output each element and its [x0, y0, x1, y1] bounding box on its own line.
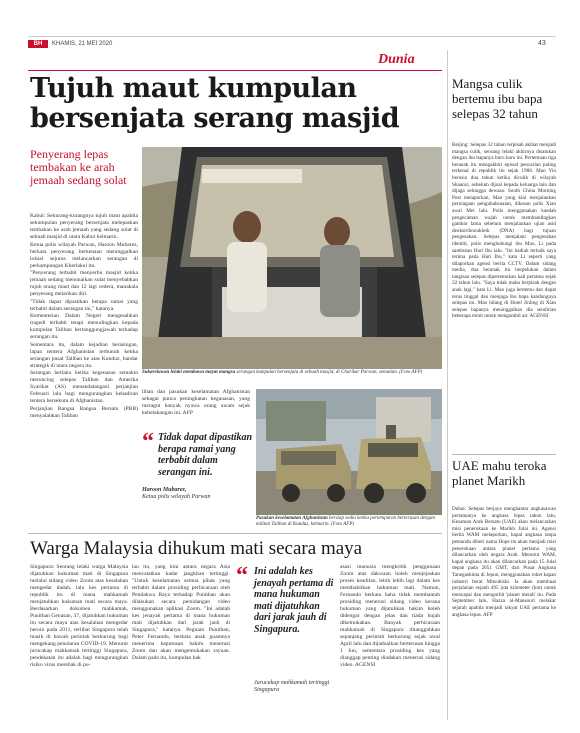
paragraph: Dubai: Selepas berjaya menghantar angkasawan pertamanya ke angkasa lepas tahun lalu, Kesatuan Arab Bersatu (UAE) akan melancarkan misi penerokaan ke Marikh Julai ini. Agensi berita WAM melaporkan, kapal angkasa tanpa pemandu diberi nama Hope itu akan menjadi misi penerokaan antara planet pertama yang dilancarkan oleh negara Arab. Menurut WAM, kapal angkasa itu akan dilancarkan pada 15 Julai depan pada 2051 GMT, dari Pusat Angkasa Tanegashima di Jepun, menggunakan roket kapan industri berat Mitsubishi. Ia akan membuat perjalanan sejauh 495 juta kilometer (km) untuk mencapai dan mengorbit 'planet merah' itu. Pada September lalu, Hazza al-Mansouri melakar sejarah apabila menjadi rakyat UAE pertama ke angkasa lepas. AFP — [452, 506, 556, 618]
caption-bold: Sukarelawan lelaki membawa mayat mangsa — [142, 370, 236, 375]
paragraph: Ketua polis wilayah Parwan, Haroon Mubarez, berkata penyerang berkenaan meninggalkan lokasi sejurus melancarkan serangan di perkampungan Kherlakul itu. — [30, 241, 138, 269]
main-photo — [142, 147, 442, 369]
main-photo-image — [142, 147, 442, 369]
caption-text: serangan kumpulan bersenjata di sebuah masjid, di Charikar Parwan, semalam. (Foto AFP) — [236, 370, 423, 375]
caption-text: bersiap sedia ketika pertempuran berterusan dengan militan Taliban di Kunduz, kelmarin. (Foto AFP) — [256, 516, 435, 527]
side-story-2-body — [452, 506, 556, 720]
quote-attribution — [142, 487, 250, 501]
paragraph: Perjanjian Bangsa Bangsa Bersatu (PBB) menyalahkan Taliban — [30, 405, 138, 419]
malaysia-pull-quote: Ini adalah kes jenayah pertama di mana hukuman mati dijatuhkan dari jarak jauh di Singapura. — [254, 566, 334, 635]
second-photo-image — [256, 389, 442, 515]
pull-quote: Tidak dapat dipastikan berapa ramai yang terbabit dalam serangan ini. — [158, 432, 253, 478]
main-body-col1 — [30, 213, 138, 521]
top-rule — [28, 36, 556, 37]
malaysia-headline: Warga Malaysia dihukum mati secara maya — [30, 538, 363, 559]
sidebar-divider — [447, 50, 448, 720]
side-story-2-headline: UAE mahu teroka planet Marikh — [452, 458, 547, 488]
malaysia-body-col1 — [30, 564, 128, 714]
side-story-1-headline: Mangsa culik bertemu ibu bapa selepas 32 tahun — [452, 76, 543, 121]
second-photo — [256, 389, 442, 515]
paragraph: Singapura: Seorang lelaki warga Malaysia dijatuhkan hukuman mati di Singapura melalui sidang video Zoom atas kesalahan mengedar dadah, lalu kes pertama di republik itu di mana mahkamah menjatuhkan hukuman mati secara maya. Berdasarkan dokumen mahkamah, Punithan Genasan, 37, dijatuhkan hukuman itu secara maya atas kesalahan mengedar heroin pada 2011, terlibat Singapura telah masih di bawah perintah berkurung bagi mengekang penularan COVID-19. Menurut jurucakap mahkamah tertinggi Singapura, pendekatan itu adalah bagi mengurangkan risiko virus merebak di pu- — [30, 564, 128, 668]
second-photo-caption — [256, 516, 442, 528]
paragraph: "Tidak dapat dipastikan berapa ramai yang terbabit dalam serangan ini," katanya. — [30, 298, 138, 312]
paragraph: Kementerian Dalam Negeri mengesahkan tragedi terbabit tetapi menudingkan kepada kumpulan Taliban bertanggungjawab terhadap serangan itu. — [30, 313, 138, 340]
story-divider — [28, 533, 442, 534]
issue-date: KHAMIS, 21 MEI 2020 — [52, 41, 113, 47]
paragraph: Kabul: Sekurang-kurangnya tujuh maut apabila sekumpulan penyerang bersenjata melepaskan tembakan ke arah jemaah yang sedang solat di sebuah masjid di utara Kabul kelmarin. — [30, 213, 138, 240]
paragraph: Beijing: Selepas 32 tahun terpisah akibat menjadi mangsa culik, seorang lelaki akhirnya disatukan dengan ibu bapanya buru baru ini. Pertemuan tiga beranak itu mengakhiri episod pencarian paling terkenal di republik itu sejak 1988. Mao Yin berusia dua tahun ketika diculik di wilayah Shaanxi, sebelum dijual kepada keluarga lain dan dijaga sehingga dewasa. South China Morning Post melaporkan, Mao yang kini menjalankan perniagaan pengubahsuaian, dikesan polis Xian awal Mei lalu. Polis menggunakan kaedah pengecaman wajah untuk membandingkan gambar lama sebelum menjalankan ujian asid deoksiribonukleik (DNA) bagi tujuan pengesahan. Selepas menjalani pengesahan identiti, polis menghubungi ibu Mao, Li pada sambutan Hari Ibu lalu. "Ini hadiah terbaik saya terima pada Hari Ibu," kata Li seperti yang dilaporkan agensi berita CCTV. Dalam sidang media, dua beranak itu berpelukan dalam tangisan selepas dipertemukan kali pertama sejak 32 tahun lalu. "Saya tidak mahu berpisah dengan anak lagi," kata Li. Mao juga bertemu dan dapat terus tinggal dan menjaga ibu bapa kandungnya selepas ini. Mao hilang di Hotel Jinling di Xian selepas bapanya meninggalkan dia sendirian beberapa minit untuk mengambil air. AGENSI — [452, 142, 556, 320]
sidebar-rule — [452, 454, 556, 455]
main-headline-line-1: Tujuh maut kumpulan — [30, 73, 357, 104]
main-photo-caption — [142, 370, 442, 376]
paragraph: lau itu, yang kini antara negara Asia mencatatkan kadar jangkitan tertinggi. "Untuk keselamatan semua pihak yang terbabit dalam prosiding perbicaraan oleh Pendakwa Raya terhadap Punithan akan dilakukan secara persidangan video menggunakan aplikasi Zoom. "Ini adalah kes jenayah pertama di mana hukuman mati dijatuhkan dari jarak jauh di Singapura," katanya. Peguam Punithan, Peter Fernando, berkata anak guamnya menerima keputusan hakim menerusi Zoom dan akan mengemukakan rayuan. Dalam pada itu, kumpulan hak — [132, 564, 230, 661]
malaysia-body-col4 — [340, 564, 440, 714]
malaysia-body-col2 — [132, 564, 230, 714]
quote-attribution-name: Haroon Mubarez, — [142, 487, 187, 493]
paragraph: liban dan pasukan keselamatan Afghanistan sebagai punca peningkatan keganasan, yang meragut banyak nyawa orang awam sejak kebelakangan ini. AFP — [142, 389, 250, 416]
quote-mark-icon: “ — [142, 429, 154, 455]
section-rule — [28, 70, 442, 71]
page-number: 43 — [538, 40, 546, 47]
malaysia-quote-attribution: Jurucakap mahkamah tertinggi Singapura — [254, 680, 330, 693]
main-headline-line-2: bersenjata serang masjid — [30, 103, 400, 134]
quote-mark-icon: “ — [236, 563, 248, 589]
paragraph: Serangan berlaku ketika kegenasan semakin meruncing selepas Taliban dan Amerika Syarikat (AS) menandatangani perjanjian Februari lalu bagi mengurangkan kehadiran tentera bersekutu di Afghanistan. — [30, 370, 138, 404]
newspaper-logo: BH — [28, 40, 48, 48]
paragraph: "Penyerang terbabit menyerbu masjid ketika jemaah sedang menunaikan solat menyebabkan tujuh orang maut dan 12 lagi cedera, manakala penyerang melarikan diri. — [30, 270, 138, 297]
quote-attribution-role: Ketua polis wilayah Parwan — [142, 494, 211, 500]
main-body-col2 — [142, 389, 250, 425]
main-headline — [30, 74, 440, 134]
caption-bold: Pasukan keselamatan Afghanistan — [256, 516, 328, 521]
paragraph: asasi manusia mengkritik penggunaan Zoom atas dakwaan boleh menjejaskan proses keadilan, lebih lebih lagi dalam kes membabitkan hukuman mati. Namun, Fernando berkata baha tidak membantah prosiding menerusi sidang video kerana hukuman yang dijatuhkan hakim boleh didengar dengan jelas dan tiada hujah dikemukakan. Banyak perbicaraan mahkamah di Singapura ditangguhkan sepanjang perintah berkurung sejak awal April lalu dan dijadualkan berterusan hingga 1 Jun, sementara prosiding kes yang dianggap penting diadakan menerusi sidang video. AGENSI — [340, 564, 440, 668]
main-deck: Penyerang lepas tembakan ke arah jemaah sedang solat — [30, 147, 127, 187]
paragraph: Sementara itu, dalam kejadian berasingan, lapan tentera Afghanistan terbunuh ketika serangan pusat Taliban ke atas Kunduz, bandar strategik di utara negara itu. — [30, 341, 138, 369]
side-story-1-body — [452, 142, 556, 450]
section-label: Dunia — [378, 52, 415, 67]
